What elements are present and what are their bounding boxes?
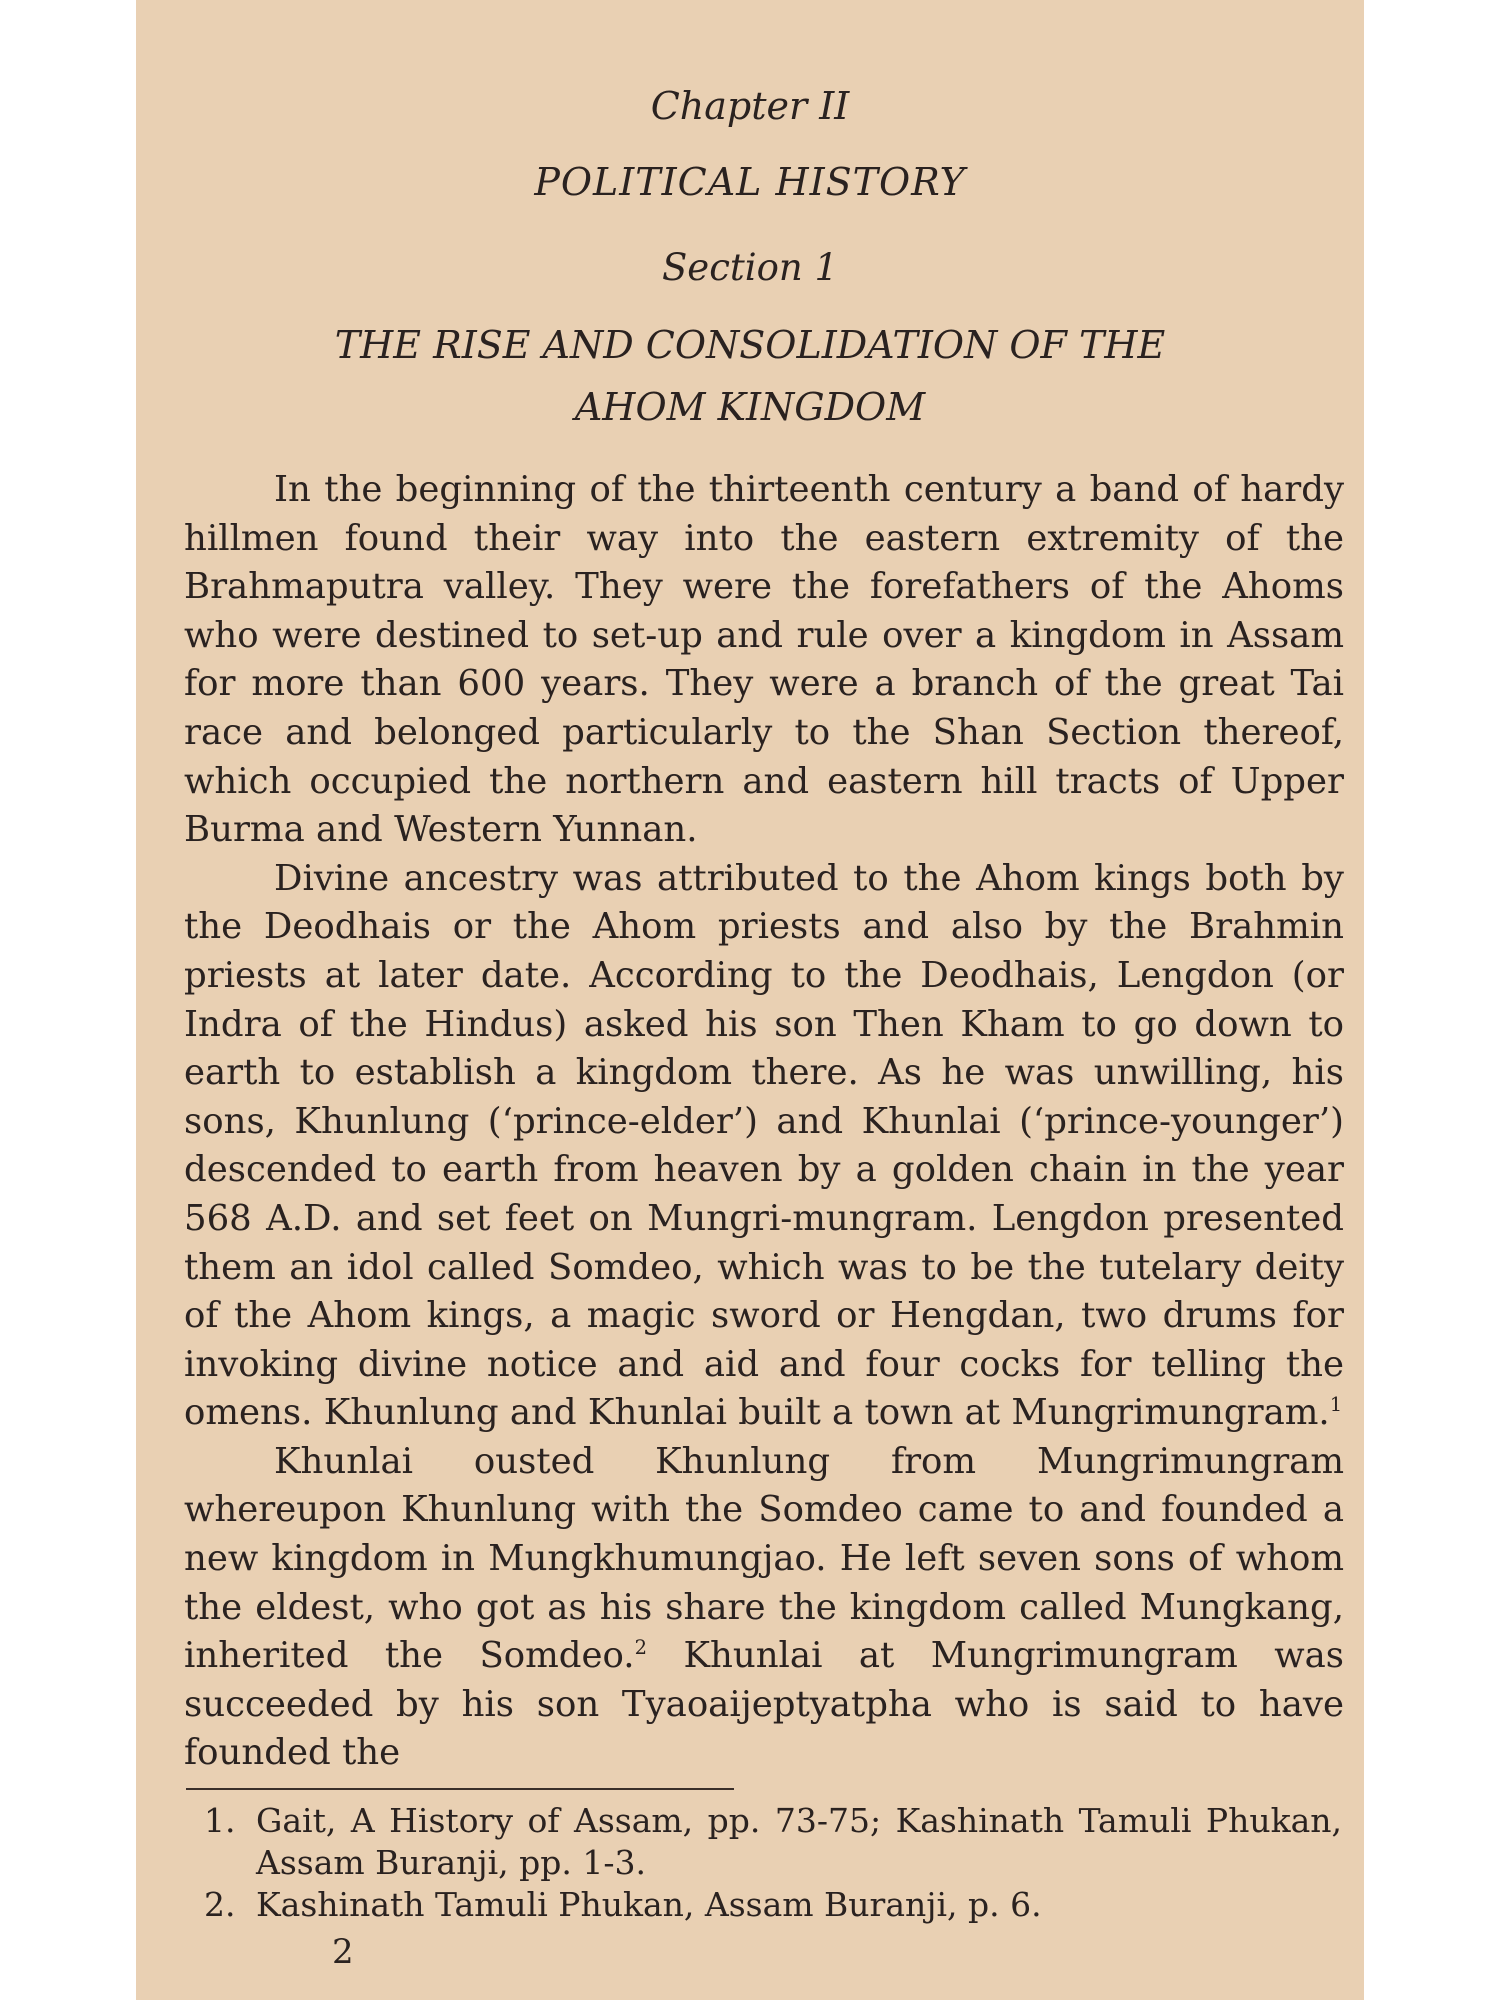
page-number: 2 bbox=[332, 1932, 354, 1972]
footnotes bbox=[186, 1800, 1342, 1926]
footnote-number: 2. bbox=[204, 1885, 236, 1924]
paragraph-2 bbox=[184, 855, 1344, 1438]
footnote-ref-2: 2 bbox=[634, 1636, 647, 1660]
section-heading: Section 1 bbox=[661, 246, 839, 289]
footnote-number: 1. bbox=[204, 1801, 236, 1840]
paragraph-1: In the beginning of the thirteenth century a band of hardy hillmen found their way into the eastern extremity of the Brahmaputra valley. They were the forefathers of the Ahoms who were destined to set-up and rule over a kingdom in Assam for more than 600 years. They were a branch of the great Tai race and belonged particularly to the Shan Section thereof, which occupied the northern and eastern hill tracts of Upper Burma and Western Yunnan. bbox=[184, 469, 1344, 851]
paragraph-3-text-b: Khunlai at Mungrimungram was succeeded by his son Tyaoaijeptyatpha who is said to have founded the bbox=[184, 1635, 1345, 1774]
book-page bbox=[136, 0, 1364, 2000]
section-title bbox=[136, 314, 1364, 438]
footnote-ref-1: 1 bbox=[1329, 1393, 1343, 1417]
paragraph-3 bbox=[184, 1438, 1344, 1778]
body-text bbox=[184, 466, 1344, 1778]
footnote-1 bbox=[186, 1800, 1342, 1884]
footnote-text: Gait, A History of Assam, pp. 73-75; Kashinath Tamuli Phukan, Assam Buranji, pp. 1-3. bbox=[256, 1801, 1342, 1882]
section-title-line-1: THE RISE AND CONSOLIDATION OF THE bbox=[334, 323, 1166, 367]
footnote-divider bbox=[186, 1788, 734, 1790]
footnote-2 bbox=[186, 1884, 1342, 1926]
paragraph-3-text-a: Khunlai ousted Khunlung from Mungrimungram whereupon Khunlung with the Somdeo came to and founded a new kingdom in Mungkhumungjao. He left seven sons of whom the eldest, who got as his share the kingdom called Mungkang, inherited the Somdeo. bbox=[184, 1440, 1344, 1677]
paragraph-2-text: Divine ancestry was attributed to the Ahom kings both by the Deodhais or the Ahom priests and also by the Brahmin priests at later date. According to the Deodhais, Lengdon (or Indra of the Hindus) asked his son Then Kham to go down to earth to establish a kingdom there. As he was unwilling, his sons, Khunlung (‘prince-elder’) and Khunlai (‘prince-younger’) descended to earth from heaven by a golden chain in the year 568 A.D. and set feet on Mungri-mungram. Lengdon presented them an idol called Somdeo, which was to be the tutelary deity of the Ahom kings, a magic sword or Hengdan, two drums for invoking divine notice and aid and four cocks for telling the omens. Khunlung and Khunlai built a town at Mungrimungram. bbox=[184, 857, 1344, 1434]
footnote-text: Kashinath Tamuli Phukan, Assam Buranji, p. 6. bbox=[256, 1885, 1042, 1924]
page-title: POLITICAL HISTORY bbox=[534, 160, 966, 204]
chapter-heading: Chapter II bbox=[650, 84, 850, 128]
section-title-line-2: AHOM KINGDOM bbox=[574, 385, 926, 429]
